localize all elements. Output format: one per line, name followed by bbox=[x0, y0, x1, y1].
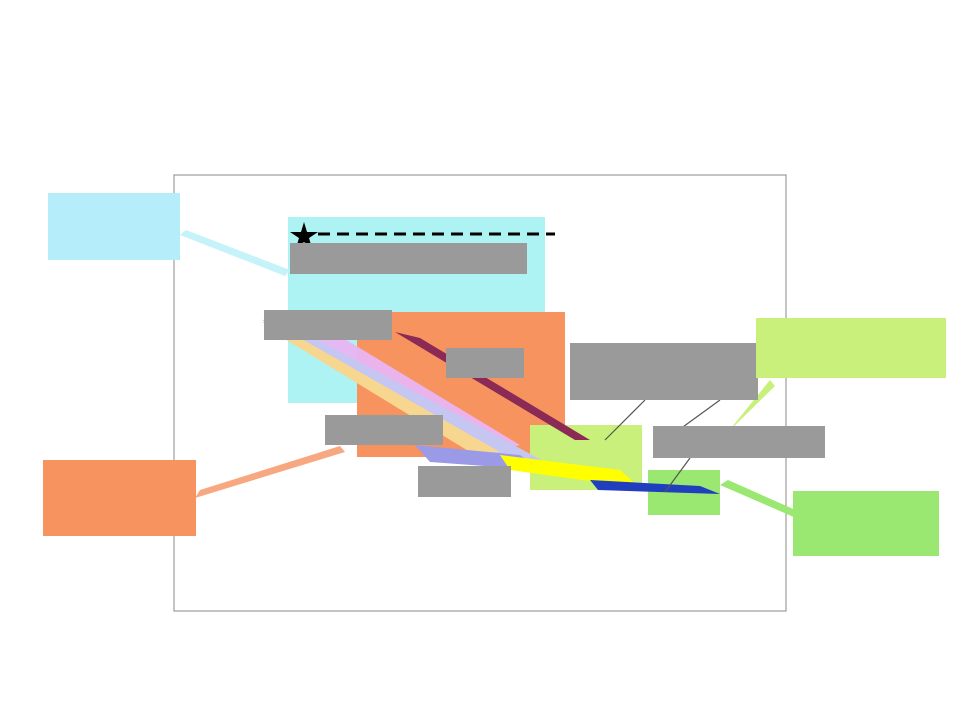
label-box-rephos bbox=[570, 343, 758, 400]
label-box-dual-phase bbox=[264, 310, 392, 340]
app-box-door bbox=[756, 318, 946, 378]
label-box-bainitic bbox=[325, 415, 443, 445]
app-box-bumper bbox=[48, 193, 180, 260]
app-box-body-side bbox=[793, 491, 939, 556]
label-box-eddq bbox=[653, 426, 825, 458]
label-box-trip bbox=[446, 348, 524, 378]
label-box-boron bbox=[290, 243, 527, 274]
app-box-under-body bbox=[43, 460, 196, 536]
label-box-hsla bbox=[418, 466, 511, 497]
